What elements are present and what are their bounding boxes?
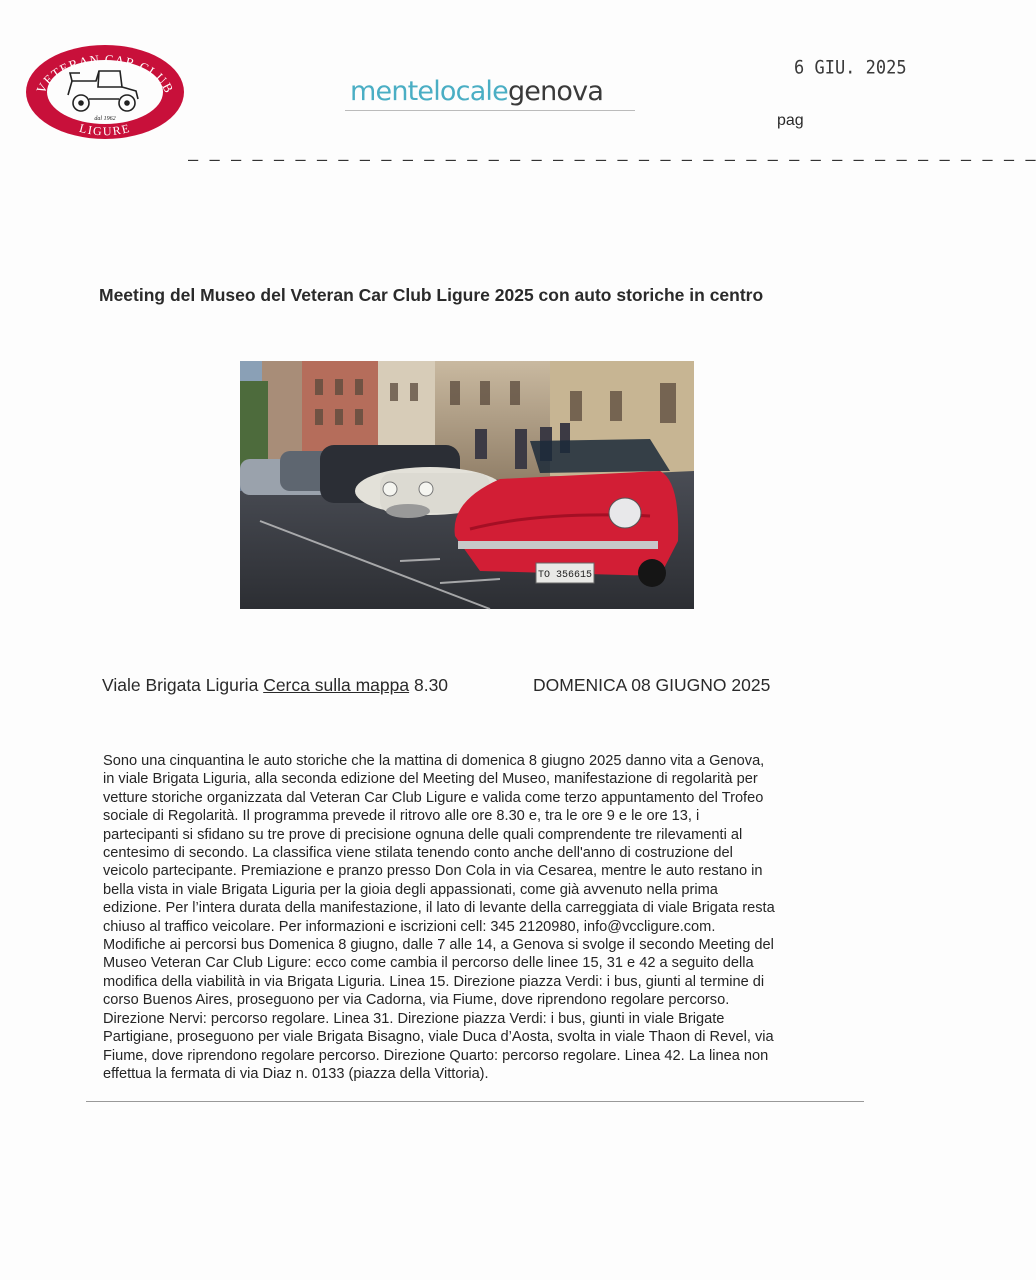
body-line: chiuso al traffico veicolare. Per informazioni e iscrizioni cell: 345 2120980, info@vccligure.com. bbox=[103, 918, 716, 935]
body-line: in viale Brigata Liguria, alla seconda edizione del Meeting del Museo, manifestazione di regolarità per bbox=[103, 771, 758, 788]
event-location-line bbox=[102, 675, 448, 696]
body-line: edizione. Per l’intera durata della manifestazione, il lato di levante della carreggiata di viale Brigata resta bbox=[103, 900, 775, 917]
page-label: pag bbox=[777, 112, 804, 129]
event-date: DOMENICA 08 GIUGNO 2025 bbox=[533, 675, 771, 695]
logo-ring-text-bottom: LIGURE bbox=[77, 120, 133, 139]
map-link[interactable]: Cerca sulla mappa bbox=[263, 675, 410, 695]
event-location: Viale Brigata Liguria bbox=[102, 675, 259, 695]
dashed-separator: – – – – – – – – – – – – – – – – – – – – – – – – – – – – – – – – – – – – – – – – bbox=[188, 150, 1036, 170]
body-line: sociale di Regolarità. Il programma prevede il ritrovo alle ore 8.30 e, tra le ore 9 e le ore 13, i bbox=[103, 808, 700, 825]
article-title: Meeting del Museo del Veteran Car Club Ligure 2025 con auto storiche in centro bbox=[99, 285, 764, 305]
body-line: Modifiche ai percorsi bus Domenica 8 giugno, dalle 7 alle 14, a Genova si svolge il secondo Meeting del bbox=[103, 937, 774, 954]
body-line: Direzione Nervi: percorso regolare. Linea 31. Direzione piazza Verdi: i bus, giunti in viale Brigate bbox=[103, 1010, 725, 1027]
body-line: Museo Veteran Car Club Ligure: ecco come cambia il percorso delle linee 15, 31 e 42 a seguito della bbox=[103, 955, 754, 972]
logo-ring-text-top: VETERAN CAR CLUB bbox=[33, 51, 177, 96]
date-stamp: 6 GIU. 2025 bbox=[794, 57, 907, 79]
body-line: Partigiane, proseguono per viale Brigata Bisagno, viale Duca d’Aosta, svolta in viale Thaon di Revel, via bbox=[103, 1029, 774, 1046]
body-line: Fiume, dove riprendono regolare percorso. Direzione Quarto: percorso regolare. Linea 42. La linea non bbox=[103, 1047, 769, 1064]
bottom-rule bbox=[86, 1101, 864, 1102]
body-line: bella vista in viale Brigata Liguria per la gioia degli appassionati, come già avvenuto nella prima bbox=[103, 881, 718, 898]
body-line: veicolo partecipante. Premiazione e pranzo presso Don Cola in via Cesarea, mentre le auto restano in bbox=[103, 863, 763, 880]
vintage-cars-photo bbox=[240, 361, 694, 609]
license-plate-text: TO 356615 bbox=[537, 570, 593, 581]
mentelocale-genova-brand bbox=[350, 76, 603, 107]
body-line: effettua la fermata di via Diaz n. 0133 (piazza della Vittoria). bbox=[103, 1065, 489, 1082]
event-time: 8.30 bbox=[413, 675, 449, 695]
body-line: centesimo di secondo. La classifica viene stilata tenendo conto anche dell'anno di costruzione del bbox=[103, 845, 733, 862]
brand-underline bbox=[345, 110, 635, 111]
logo-since-text: dal 1962 bbox=[94, 116, 116, 122]
body-line: corso Buenos Aires, proseguono per via Cadorna, via Fiume, dove riprendono regolare percorso. bbox=[103, 992, 730, 1009]
body-line: vetture storiche organizzata dal Veteran Car Club Ligure e valida come terzo appuntamento del Trofeo bbox=[103, 789, 764, 806]
article-body bbox=[103, 752, 848, 1083]
veteran-car-club-logo bbox=[24, 43, 186, 141]
body-line: partecipanti si sfidano su tre prove di precisione ognuna delle quali comprendente tre rilevamenti al bbox=[103, 826, 743, 843]
body-line: modifica della viabilità in via Brigata Liguria. Linea 15. Direzione piazza Verdi: i bus, giunti al termine di bbox=[103, 973, 765, 990]
brand-part-1: mentelocale bbox=[350, 76, 508, 107]
body-line: Sono una cinquantina le auto storiche che la mattina di domenica 8 giugno 2025 danno vita a Genova, bbox=[103, 753, 765, 769]
brand-part-2: genova bbox=[507, 76, 604, 107]
